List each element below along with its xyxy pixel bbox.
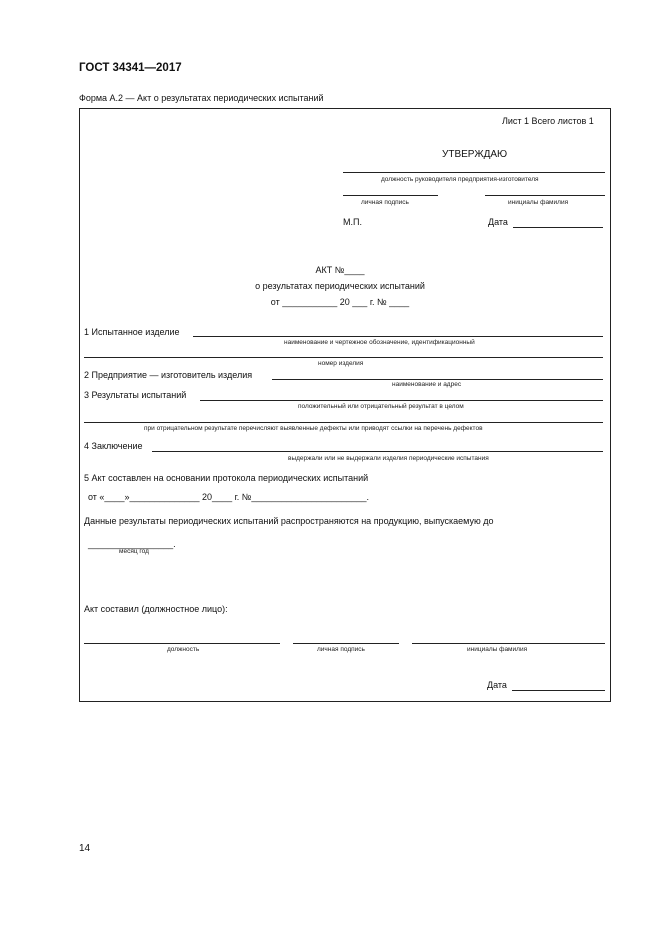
section-3-caption-2: при отрицательном результате перечисляют выявленные дефекты или приводят ссылки на перечень дефектов [144,425,483,432]
approval-date-line [513,227,603,228]
section-4-caption: выдержали или не выдержали изделия периодические испытания [288,455,489,462]
composer-signature-line [293,643,399,644]
section-3-label: 3 Результаты испытаний [84,390,187,400]
section-2-label: 2 Предприятие — изготовитель изделия [84,370,253,380]
signature-caption: личная подпись [361,199,409,206]
section-1-label: 1 Испытанное изделие [84,327,180,337]
section-2-line [272,379,603,380]
section-1-line-2 [84,357,603,358]
composer-date-label: Дата [487,680,507,690]
page-number: 14 [79,843,91,854]
initials-line [485,195,605,196]
approval-date-label: Дата [488,217,508,227]
composer-initials-line [412,643,605,644]
approval-title: УТВЕРЖДАЮ [442,149,508,160]
section-3-line [200,400,603,401]
validity-caption: месяц год [119,548,149,555]
section-1-caption-2: номер изделия [318,360,364,367]
section-5-label: 5 Акт составлен на основании протокола периодических испытаний [84,473,369,483]
composer-initials-caption: инициалы фамилия [467,646,528,653]
signature-line [343,195,438,196]
section-3-line-2 [84,422,603,423]
standard-header: ГОСТ 34341—2017 [79,62,182,74]
section-2-caption: наименование и адрес [392,381,462,388]
section-4-label: 4 Заключение [84,441,143,451]
act-date-line: от ___________ 20 ___ г. № ____ [270,297,410,307]
composer-signature-caption: личная подпись [317,646,365,653]
act-subtitle: о результатах периодических испытаний [255,281,425,291]
form-title: Форма А.2 — Акт о результатах периодических испытаний [79,93,324,103]
section-3-caption: положительный или отрицательный результат в целом [298,403,464,410]
act-title: АКТ №____ [315,265,365,275]
section-1-line [193,336,603,337]
composed-by-label: Акт составил (должностное лицо): [84,604,228,614]
composer-position-caption: должность [167,646,200,653]
section-4-line [152,451,603,452]
position-line [343,172,605,173]
position-caption: должность руководителя предприятия-изготовителя [381,176,539,183]
initials-caption: инициалы фамилия [508,199,569,206]
validity-line: _________________. [88,539,176,549]
composer-position-line [84,643,280,644]
composer-date-line [512,690,605,691]
section-1-caption: наименование и чертежное обозначение, идентификационный [284,339,475,346]
section-5-protocol-line: от «____»______________ 20____ г. №_______________________. [88,492,370,502]
sheet-info: Лист 1 Всего листов 1 [502,116,594,126]
validity-text: Данные результаты периодических испытаний распространяются на продукцию, выпускаемую до [84,516,494,526]
seal-label: М.П. [343,217,362,227]
